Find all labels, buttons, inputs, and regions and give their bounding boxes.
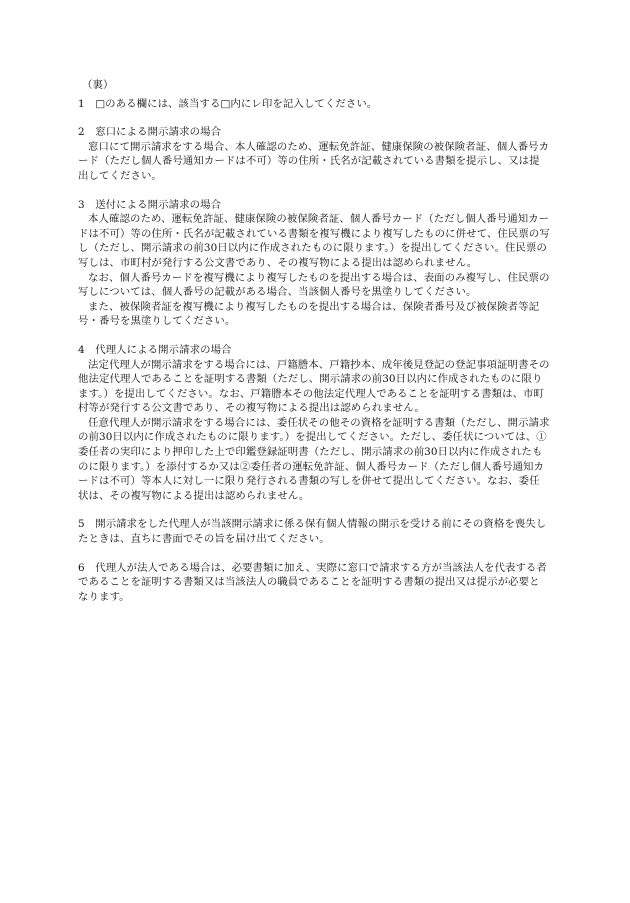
document-body <box>78 78 550 618</box>
page-side-label: （裏） <box>82 79 114 91</box>
section-5 <box>78 517 550 546</box>
section-2-paragraph: 窓口にて開示請求をする場合、本人確認のため、運転免許証、健康保険の被保険者証、個人番号カード（ただし個人番号通知カードは不可）等の住所・氏名が記載されている書類を提示し、又は提出してください。 <box>78 140 550 182</box>
section-5-text: 5 開示請求をした代理人が当該開示請求に係る保有個人情報の開示を受ける前にその資格を喪失したときは、直ちに書面でその旨を届け出てください。 <box>78 518 547 546</box>
section-2 <box>78 125 550 183</box>
section-1-text: 1 □のある欄には、該当する□内にレ印を記入してください。 <box>78 97 378 110</box>
section-4-paragraph: 法定代理人が開示請求をする場合には、戸籍謄本、戸籍抄本、成年後見登記の登記事項証明書その他法定代理人であることを証明する書類（ただし、開示請求の前30日以内に作成されたものに限ります。）を提出してください。なお、戸籍謄本その他法定代理人であることを証明する書類は、市町村等が発行する公文書であり、その複写物による提出は認められません。 <box>78 358 550 415</box>
section-4-paragraph: 任意代理人が開示請求をする場合には、委任状その他その資格を証明する書類（ただし、開示請求の前30日以内に作成されたものに限ります。）を提出してください。ただし、委任状については、①委任者の実印により押印した上で印鑑登録証明書（ただし、開示請求の前30日以内に作成されたものに限ります。）を添付するか又は②委任者の運転免許証、個人番号カード（ただし個人番号通知カードは不可）等本人に対し一に限り発行される書類の写しを併せて提出してください。なお、委任状は、その複写物による提出は認められません。 <box>78 416 550 502</box>
section-6-text: 6 代理人が法人である場合は、必要書類に加え、実際に窓口で請求する方が当該法人を代表する者であることを証明する書類又は当該法人の職員であることを証明する書類の提出又は提示が必要となります。 <box>78 561 547 603</box>
section-3-paragraph: 本人確認のため、運転免許証、健康保険の被保険者証、個人番号カード（ただし個人番号通知カードは不可）等の住所・氏名が記載されている書類を複写機により複写したものに併せて、住民票の写し（ただし、開示請求の前30日以内に作成されたものに限ります。）を提出してください。住民票の写しは、市町村が発行する公文書であり、その複写物による提出は認められません。 <box>78 213 550 269</box>
section-6 <box>78 561 550 605</box>
section-2-heading: 2 窓口による開示請求の場合 <box>78 126 222 139</box>
section-3-paragraph: なお、個人番号カードを複写機により複写したものを提出する場合は、表面のみ複写し、住民票の写しについては、個人番号の記載がある場合、当該個人番号を黒塗りしてください。 <box>78 271 550 299</box>
section-4-heading: 4 代理人による開示請求の場合 <box>78 343 232 356</box>
section-3-heading: 3 送付による開示請求の場合 <box>78 198 222 211</box>
section-3 <box>78 198 550 329</box>
section-1 <box>78 97 550 112</box>
section-3-paragraph: また、被保険者証を複写機により複写したものを提出する場合は、保険者番号及び被保険者等記号・番号を黒塗りしてください。 <box>78 300 540 328</box>
section-4 <box>78 343 550 504</box>
